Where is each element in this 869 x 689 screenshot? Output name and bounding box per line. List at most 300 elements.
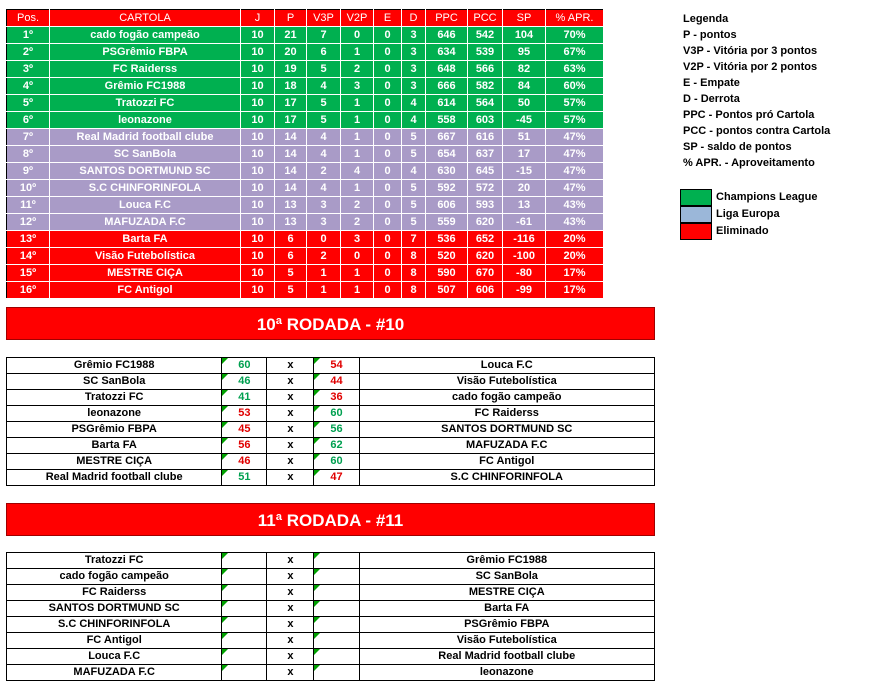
standings-cell: 7 — [402, 231, 426, 248]
score-value: 51 — [238, 471, 251, 483]
standings-cell: 19 — [275, 61, 307, 78]
away-team: Louca F.C — [359, 358, 654, 374]
legend-line: PCC - pontos contra Cartola — [683, 125, 831, 137]
standings-cell: 4 — [402, 95, 426, 112]
away-score — [314, 470, 359, 486]
score-value: 60 — [330, 407, 343, 419]
score-value: 60 — [330, 455, 343, 467]
standings-cell: 17 — [503, 146, 546, 163]
standings-cell: 558 — [426, 112, 468, 129]
home-score — [222, 569, 267, 585]
standings-cell: 0 — [374, 95, 402, 112]
standings-cell: 3 — [402, 78, 426, 95]
standings-cell: 8 — [402, 265, 426, 282]
standings-cell: 1 — [307, 265, 341, 282]
versus-separator: x — [267, 406, 314, 422]
standings-cell: 13º — [7, 231, 50, 248]
legend-line: SP - saldo de pontos — [683, 141, 792, 153]
standings-cell: 84 — [503, 78, 546, 95]
standings-cell: 646 — [426, 27, 468, 44]
home-team: Grêmio FC1988 — [7, 358, 222, 374]
header-apr: % APR. — [546, 10, 604, 27]
standings-cell: 670 — [468, 265, 503, 282]
standings-row — [7, 95, 604, 112]
standings-cell: 652 — [468, 231, 503, 248]
standings-cell: Louca F.C — [50, 197, 241, 214]
header-pos: Pos. — [7, 10, 50, 27]
standings-cell: 10º — [7, 180, 50, 197]
standings-cell: Barta FA — [50, 231, 241, 248]
match-row — [7, 585, 655, 601]
match-row — [7, 422, 655, 438]
standings-cell: 17% — [546, 282, 604, 299]
away-team: Visão Futebolística — [359, 633, 654, 649]
score-value: 47 — [330, 471, 343, 483]
standings-cell: 0 — [374, 112, 402, 129]
away-team: cado fogão campeão — [359, 390, 654, 406]
standings-cell: 2º — [7, 44, 50, 61]
legend — [683, 11, 831, 237]
standings-cell: 666 — [426, 78, 468, 95]
versus-separator: x — [267, 390, 314, 406]
score-value: 60 — [238, 359, 251, 371]
standings-cell: 43% — [546, 197, 604, 214]
standings-row — [7, 180, 604, 197]
standings-header-row — [7, 10, 604, 27]
home-score — [222, 665, 267, 681]
standings-cell: 1º — [7, 27, 50, 44]
standings-cell: 3 — [341, 231, 374, 248]
standings-cell: 5 — [307, 112, 341, 129]
standings-cell: 634 — [426, 44, 468, 61]
standings-cell: 21 — [275, 27, 307, 44]
away-team: MAFUZADA F.C — [359, 438, 654, 454]
cell-note-marker — [222, 438, 228, 444]
standings-cell: PSGrêmio FBPA — [50, 44, 241, 61]
away-team: Barta FA — [359, 601, 654, 617]
standings-cell: 10 — [241, 282, 275, 299]
standings-cell: 10 — [241, 78, 275, 95]
versus-separator: x — [267, 422, 314, 438]
cell-note-marker — [222, 617, 228, 623]
home-team: Louca F.C — [7, 649, 222, 665]
round-11-banner: 11ª RODADA - #11 — [6, 503, 655, 536]
versus-separator: x — [267, 569, 314, 585]
standings-cell: 1 — [341, 95, 374, 112]
standings-cell: 13 — [503, 197, 546, 214]
standings-cell: 614 — [426, 95, 468, 112]
away-score — [314, 585, 359, 601]
home-team: S.C CHINFORINFOLA — [7, 617, 222, 633]
standings-cell: 10 — [241, 180, 275, 197]
away-team: Real Madrid football clube — [359, 649, 654, 665]
cell-note-marker — [314, 454, 320, 460]
home-team: SANTOS DORTMUND SC — [7, 601, 222, 617]
standings-cell: 654 — [426, 146, 468, 163]
standings-cell: 67% — [546, 44, 604, 61]
score-value: 54 — [330, 359, 343, 371]
standings-cell: 57% — [546, 95, 604, 112]
versus-separator: x — [267, 454, 314, 470]
score-value: 56 — [330, 423, 343, 435]
standings-cell: 1 — [341, 129, 374, 146]
home-team: Barta FA — [7, 438, 222, 454]
standings-cell: 603 — [468, 112, 503, 129]
home-score — [222, 422, 267, 438]
home-team: PSGrêmio FBPA — [7, 422, 222, 438]
standings-cell: 13 — [275, 214, 307, 231]
header-sp: SP — [503, 10, 546, 27]
away-team: FC Antigol — [359, 454, 654, 470]
standings-cell: 0 — [374, 27, 402, 44]
standings-cell: 566 — [468, 61, 503, 78]
away-score — [314, 438, 359, 454]
standings-cell: 17% — [546, 265, 604, 282]
standings-cell: 13 — [275, 197, 307, 214]
standings-cell: MAFUZADA F.C — [50, 214, 241, 231]
home-team: SC SanBola — [7, 374, 222, 390]
standings-cell: -99 — [503, 282, 546, 299]
standings-cell: 0 — [374, 78, 402, 95]
standings-cell: 4º — [7, 78, 50, 95]
round-10-banner: 10ª RODADA - #10 — [6, 307, 655, 340]
standings-cell: 0 — [374, 248, 402, 265]
home-score — [222, 649, 267, 665]
cell-note-marker — [314, 358, 320, 364]
standings-cell: 5 — [402, 129, 426, 146]
standings-cell: 47% — [546, 180, 604, 197]
standings-cell: 10 — [241, 197, 275, 214]
header-pcc: PCC — [468, 10, 503, 27]
zone-label: Eliminado — [716, 225, 769, 237]
home-team: MAFUZADA F.C — [7, 665, 222, 681]
cell-note-marker — [314, 374, 320, 380]
standings-cell: 10 — [241, 129, 275, 146]
home-team: FC Antigol — [7, 633, 222, 649]
standings-cell: 5 — [402, 180, 426, 197]
away-score — [314, 422, 359, 438]
standings-cell: 606 — [426, 197, 468, 214]
standings-cell: 2 — [341, 197, 374, 214]
header-v3p: V3P — [307, 10, 341, 27]
away-score — [314, 569, 359, 585]
standings-cell: 8 — [402, 282, 426, 299]
standings-cell: -61 — [503, 214, 546, 231]
home-team: leonazone — [7, 406, 222, 422]
standings-cell: 16º — [7, 282, 50, 299]
cell-note-marker — [314, 649, 320, 655]
standings-row — [7, 146, 604, 163]
standings-cell: 10 — [241, 146, 275, 163]
cell-note-marker — [314, 569, 320, 575]
standings-cell: cado fogão campeão — [50, 27, 241, 44]
standings-cell: 2 — [307, 248, 341, 265]
versus-separator: x — [267, 374, 314, 390]
header-d: D — [402, 10, 426, 27]
standings-cell: MESTRE CIÇA — [50, 265, 241, 282]
away-score — [314, 406, 359, 422]
standings-cell: 616 — [468, 129, 503, 146]
standings-cell: 1 — [307, 282, 341, 299]
versus-separator: x — [267, 601, 314, 617]
standings-cell: Grêmio FC1988 — [50, 78, 241, 95]
standings-cell: 4 — [341, 163, 374, 180]
standings-cell: -45 — [503, 112, 546, 129]
standings-cell: 11º — [7, 197, 50, 214]
europa-swatch — [680, 206, 712, 223]
standings-cell: 5º — [7, 95, 50, 112]
standings-cell: 5 — [307, 95, 341, 112]
standings-cell: 5 — [307, 61, 341, 78]
standings-cell: 5 — [275, 282, 307, 299]
header-v2p: V2P — [341, 10, 374, 27]
home-score — [222, 454, 267, 470]
standings-cell: -100 — [503, 248, 546, 265]
cell-note-marker — [314, 585, 320, 591]
standings-cell: 592 — [426, 180, 468, 197]
cell-note-marker — [314, 665, 320, 671]
standings-cell: 50 — [503, 95, 546, 112]
cell-note-marker — [314, 633, 320, 639]
home-score — [222, 553, 267, 569]
cell-note-marker — [222, 454, 228, 460]
score-value: 46 — [238, 375, 251, 387]
score-value: 41 — [238, 391, 251, 403]
standings-cell: S.C CHINFORINFOLA — [50, 180, 241, 197]
standings-cell: 10 — [241, 27, 275, 44]
away-score — [314, 374, 359, 390]
away-score — [314, 390, 359, 406]
standings-cell: 559 — [426, 214, 468, 231]
standings-cell: 20 — [275, 44, 307, 61]
standings-cell: 8 — [402, 248, 426, 265]
standings-cell: 645 — [468, 163, 503, 180]
home-score — [222, 633, 267, 649]
home-team: MESTRE CIÇA — [7, 454, 222, 470]
away-score — [314, 358, 359, 374]
standings-cell: 507 — [426, 282, 468, 299]
away-team: leonazone — [359, 665, 654, 681]
standings-cell: Real Madrid football clube — [50, 129, 241, 146]
versus-separator: x — [267, 633, 314, 649]
standings-cell: 17 — [275, 95, 307, 112]
standings-cell: 620 — [468, 214, 503, 231]
standings-cell: 3º — [7, 61, 50, 78]
standings-cell: 3 — [307, 197, 341, 214]
away-score — [314, 454, 359, 470]
standings-row — [7, 61, 604, 78]
standings-row — [7, 248, 604, 265]
standings-cell: 4 — [307, 146, 341, 163]
standings-cell: 2 — [341, 214, 374, 231]
standings-cell: 0 — [374, 214, 402, 231]
zone-label: Liga Europa — [716, 208, 780, 220]
home-score — [222, 390, 267, 406]
versus-separator: x — [267, 358, 314, 374]
standings-row — [7, 214, 604, 231]
standings-cell: 20 — [503, 180, 546, 197]
standings-cell: 0 — [374, 197, 402, 214]
cell-note-marker — [314, 390, 320, 396]
standings-cell: 5 — [402, 146, 426, 163]
home-score — [222, 438, 267, 454]
standings-cell: 572 — [468, 180, 503, 197]
standings-cell: SC SanBola — [50, 146, 241, 163]
versus-separator: x — [267, 649, 314, 665]
standings-cell: 63% — [546, 61, 604, 78]
standings-cell: 51 — [503, 129, 546, 146]
cell-note-marker — [222, 585, 228, 591]
cell-note-marker — [222, 390, 228, 396]
cell-note-marker — [314, 553, 320, 559]
away-score — [314, 553, 359, 569]
standings-cell: 47% — [546, 163, 604, 180]
match-row — [7, 438, 655, 454]
standings-cell: 0 — [374, 146, 402, 163]
standings-cell: 0 — [374, 163, 402, 180]
standings-cell: 593 — [468, 197, 503, 214]
cell-note-marker — [222, 633, 228, 639]
score-value: 46 — [238, 455, 251, 467]
round-10-matches — [6, 357, 655, 486]
versus-separator: x — [267, 438, 314, 454]
standings-cell: 12º — [7, 214, 50, 231]
champions-swatch — [680, 189, 712, 206]
standings-cell: 7 — [307, 27, 341, 44]
cell-note-marker — [222, 422, 228, 428]
home-score — [222, 585, 267, 601]
standings-cell: 4 — [307, 78, 341, 95]
match-row — [7, 649, 655, 665]
match-row — [7, 569, 655, 585]
standings-row — [7, 112, 604, 129]
standings-cell: 1 — [341, 44, 374, 61]
standings-row — [7, 282, 604, 299]
away-score — [314, 633, 359, 649]
cell-note-marker — [222, 553, 228, 559]
standings-cell: 3 — [402, 61, 426, 78]
standings-cell: 606 — [468, 282, 503, 299]
home-team: Tratozzi FC — [7, 553, 222, 569]
standings-cell: 14 — [275, 146, 307, 163]
standings-cell: 47% — [546, 129, 604, 146]
standings-cell: 3 — [402, 27, 426, 44]
versus-separator: x — [267, 585, 314, 601]
standings-cell: 70% — [546, 27, 604, 44]
match-row — [7, 665, 655, 681]
standings-cell: 104 — [503, 27, 546, 44]
cell-note-marker — [222, 569, 228, 575]
standings-cell: 57% — [546, 112, 604, 129]
header-j: J — [241, 10, 275, 27]
standings-cell: 0 — [374, 265, 402, 282]
standings-cell: 4 — [402, 112, 426, 129]
score-value: 36 — [330, 391, 343, 403]
standings-cell: 620 — [468, 248, 503, 265]
standings-cell: 5 — [275, 265, 307, 282]
away-team: PSGrêmio FBPA — [359, 617, 654, 633]
standings-cell: 6 — [275, 231, 307, 248]
standings-cell: 1 — [341, 265, 374, 282]
standings-cell: 10 — [241, 112, 275, 129]
header-e: E — [374, 10, 402, 27]
header-cartola: CARTOLA — [50, 10, 241, 27]
home-score — [222, 617, 267, 633]
away-team: SC SanBola — [359, 569, 654, 585]
cell-note-marker — [314, 601, 320, 607]
match-row — [7, 601, 655, 617]
standings-cell: 0 — [374, 231, 402, 248]
match-row — [7, 406, 655, 422]
cell-note-marker — [314, 406, 320, 412]
standings-cell: FC Antigol — [50, 282, 241, 299]
home-team: Real Madrid football clube — [7, 470, 222, 486]
standings-cell: 10 — [241, 44, 275, 61]
standings-cell: 60% — [546, 78, 604, 95]
score-value: 53 — [238, 407, 251, 419]
standings-cell: 1 — [341, 112, 374, 129]
standings-cell: 10 — [241, 231, 275, 248]
standings-cell: 10 — [241, 248, 275, 265]
cell-note-marker — [314, 617, 320, 623]
standings-cell: 5 — [402, 214, 426, 231]
standings-row — [7, 231, 604, 248]
cell-note-marker — [222, 374, 228, 380]
versus-separator: x — [267, 665, 314, 681]
standings-cell: 539 — [468, 44, 503, 61]
standings-cell: 9º — [7, 163, 50, 180]
score-value: 56 — [238, 439, 251, 451]
standings-cell: 648 — [426, 61, 468, 78]
standings-cell: 15º — [7, 265, 50, 282]
standings-row — [7, 27, 604, 44]
standings-cell: 0 — [374, 61, 402, 78]
standings-cell: 1 — [341, 146, 374, 163]
standings-cell: 10 — [241, 214, 275, 231]
zone-label: Champions League — [716, 191, 818, 203]
score-value: 44 — [330, 375, 343, 387]
standings-cell: 1 — [341, 180, 374, 197]
standings-cell: 536 — [426, 231, 468, 248]
standings-row — [7, 265, 604, 282]
away-team: Visão Futebolística — [359, 374, 654, 390]
away-score — [314, 617, 359, 633]
standings-cell: 0 — [307, 231, 341, 248]
standings-cell: 20% — [546, 231, 604, 248]
standings-cell: 2 — [341, 61, 374, 78]
standings-cell: 6º — [7, 112, 50, 129]
standings-row — [7, 163, 604, 180]
standings-cell: 82 — [503, 61, 546, 78]
standings-table — [6, 9, 604, 299]
standings-cell: 14 — [275, 163, 307, 180]
home-team: FC Raiderss — [7, 585, 222, 601]
home-score — [222, 406, 267, 422]
standings-cell: 47% — [546, 146, 604, 163]
standings-cell: 590 — [426, 265, 468, 282]
legend-line: P - pontos — [683, 29, 737, 41]
match-row — [7, 617, 655, 633]
standings-cell: 7º — [7, 129, 50, 146]
standings-cell: -80 — [503, 265, 546, 282]
standings-cell: 0 — [374, 44, 402, 61]
standings-cell: 6 — [275, 248, 307, 265]
standings-cell: 0 — [374, 129, 402, 146]
standings-cell: 4 — [402, 163, 426, 180]
match-row — [7, 633, 655, 649]
cell-note-marker — [314, 438, 320, 444]
standings-cell: 542 — [468, 27, 503, 44]
